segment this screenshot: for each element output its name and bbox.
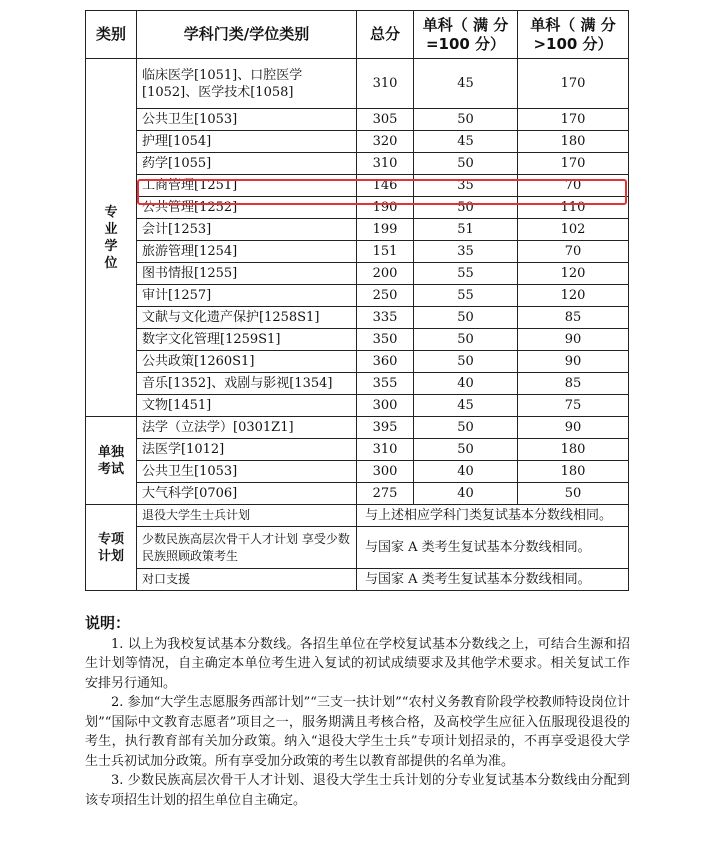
table-row [86, 461, 629, 483]
total-score-cell: 300 [357, 461, 414, 483]
total-score-cell: 320 [357, 131, 414, 153]
single-low-cell: 50 [414, 329, 518, 351]
total-score-cell: 305 [357, 109, 414, 131]
score-table [85, 10, 629, 591]
note-item: 1. 以上为我校复试基本分数线。各招生单位在学校复试基本分数线之上，可结合生源和招生计划等情况，自主确定本单位考生进入复试的初试成绩要求及其他学术要求。相关复试工作安排另行通知。 [85, 636, 630, 691]
total-score-cell: 300 [357, 395, 414, 417]
subject-cell: 对口支援 [137, 569, 357, 591]
subject-cell: 退役大学生士兵计划 [137, 505, 357, 527]
subject-cell: 少数民族高层次骨干人才计划 享受少数民族照顾政策考生 [137, 527, 357, 569]
single-high-cell: 70 [518, 175, 629, 197]
single-high-cell: 170 [518, 153, 629, 175]
subject-cell: 护理[1054] [137, 131, 357, 153]
single-high-cell: 102 [518, 219, 629, 241]
total-score-cell: 360 [357, 351, 414, 373]
notes-title: 说明： [85, 614, 131, 632]
subject-cell: 临床医学[1051]、口腔医学[1052]、医学技术[1058] [137, 59, 357, 109]
single-low-cell: 40 [414, 373, 518, 395]
table-row [86, 59, 629, 109]
subject-cell: 会计[1253] [137, 219, 357, 241]
single-low-cell: 50 [414, 153, 518, 175]
header-single-low: 单科（ 满 分=100 分） [414, 11, 518, 59]
header-total: 总分 [357, 11, 414, 59]
single-high-cell: 90 [518, 351, 629, 373]
category-independent [86, 417, 137, 505]
table-row [86, 527, 629, 569]
single-low-cell: 35 [414, 241, 518, 263]
total-score-cell: 275 [357, 483, 414, 505]
subject-cell: 音乐[1352]、戏剧与影视[1354] [137, 373, 357, 395]
table-row [86, 417, 629, 439]
single-low-cell: 50 [414, 307, 518, 329]
single-high-cell: 180 [518, 439, 629, 461]
single-low-cell: 50 [414, 417, 518, 439]
subject-cell: 旅游管理[1254] [137, 241, 357, 263]
total-score-cell: 350 [357, 329, 414, 351]
table-row [86, 241, 629, 263]
single-low-cell: 50 [414, 197, 518, 219]
table-row [86, 109, 629, 131]
category-label-part: 位 [104, 255, 118, 271]
single-high-cell: 170 [518, 109, 629, 131]
single-low-cell: 55 [414, 263, 518, 285]
category-label-part: 单独 [97, 444, 124, 460]
header-row [86, 11, 629, 59]
note-item: 3. 少数民族高层次骨干人才计划、退役大学生士兵计划的分专业复试基本分数线由分配到该专项招生计划的招生单位自主确定。 [85, 773, 630, 808]
policy-note-cell: 与上述相应学科门类复试基本分数线相同。 [357, 505, 629, 527]
category-label-part: 专 [104, 204, 118, 220]
policy-note-cell: 与国家 A 类考生复试基本分数线相同。 [357, 569, 629, 591]
notes-section [85, 614, 630, 810]
single-low-cell: 50 [414, 109, 518, 131]
single-high-cell: 180 [518, 461, 629, 483]
category-label-part: 考试 [97, 461, 124, 477]
subject-cell: 工商管理[1251] [137, 175, 357, 197]
subject-cell: 公共管理[1252] [137, 197, 357, 219]
subject-cell: 图书情报[1255] [137, 263, 357, 285]
single-low-cell: 40 [414, 483, 518, 505]
total-score-cell: 190 [357, 197, 414, 219]
table-row [86, 263, 629, 285]
table-row [86, 395, 629, 417]
table-row [86, 351, 629, 373]
total-score-cell: 310 [357, 59, 414, 109]
single-low-cell: 40 [414, 461, 518, 483]
total-score-cell: 250 [357, 285, 414, 307]
subject-cell: 大气科学[0706] [137, 483, 357, 505]
total-score-cell: 151 [357, 241, 414, 263]
total-score-cell: 310 [357, 439, 414, 461]
table-row [86, 439, 629, 461]
single-low-cell: 35 [414, 175, 518, 197]
table-row [86, 569, 629, 591]
category-label-part: 专项 [97, 531, 124, 547]
single-low-cell: 55 [414, 285, 518, 307]
single-high-cell: 50 [518, 483, 629, 505]
single-high-cell: 75 [518, 395, 629, 417]
subject-cell: 公共卫生[1053] [137, 461, 357, 483]
policy-note-cell: 与国家 A 类考生复试基本分数线相同。 [357, 527, 629, 569]
category-professional [86, 59, 137, 417]
total-score-cell: 355 [357, 373, 414, 395]
subject-cell: 文献与文化遗产保护[1258S1] [137, 307, 357, 329]
single-high-cell: 85 [518, 307, 629, 329]
table-row [86, 131, 629, 153]
note-item: 2. 参加“大学生志愿服务西部计划”“三支一扶计划”“农村义务教育阶段学校教师特设岗位计划”“国际中文教育志愿者”项目之一，服务期满且考核合格，及高校学生应征入伍服现役退役的考生，执行教育部有关加分政策。纳入“退役大学生士兵”专项计划招录的，不再享受退役大学生士兵初试加分政策。所有享受加分政策的考生以教育部提供的名单为准。 [85, 695, 630, 769]
subject-cell: 文物[1451] [137, 395, 357, 417]
total-score-cell: 395 [357, 417, 414, 439]
total-score-cell: 335 [357, 307, 414, 329]
single-high-cell: 90 [518, 329, 629, 351]
subject-cell: 审计[1257] [137, 285, 357, 307]
single-high-cell: 70 [518, 241, 629, 263]
subject-cell: 法学（立法学）[0301Z1] [137, 417, 357, 439]
table-row [86, 483, 629, 505]
total-score-cell: 199 [357, 219, 414, 241]
table-row [86, 219, 629, 241]
single-high-cell: 120 [518, 263, 629, 285]
single-low-cell: 45 [414, 59, 518, 109]
category-special [86, 505, 137, 591]
single-low-cell: 45 [414, 395, 518, 417]
total-score-cell: 146 [357, 175, 414, 197]
category-label-part: 学 [104, 238, 118, 254]
subject-cell: 数字文化管理[1259S1] [137, 329, 357, 351]
single-high-cell: 180 [518, 131, 629, 153]
category-label-part: 业 [104, 221, 118, 237]
table-row [86, 329, 629, 351]
single-high-cell: 120 [518, 285, 629, 307]
total-score-cell: 310 [357, 153, 414, 175]
header-discipline: 学科门类/学位类别 [137, 11, 357, 59]
table-row [86, 307, 629, 329]
header-category: 类别 [86, 11, 137, 59]
subject-cell: 公共政策[1260S1] [137, 351, 357, 373]
table-row [86, 285, 629, 307]
total-score-cell: 200 [357, 263, 414, 285]
table-row [86, 373, 629, 395]
single-high-cell: 85 [518, 373, 629, 395]
header-single-high: 单科（ 满 分>100 分） [518, 11, 629, 59]
table-row [86, 153, 629, 175]
subject-cell: 药学[1055] [137, 153, 357, 175]
subject-cell: 公共卫生[1053] [137, 109, 357, 131]
category-label-part: 计划 [97, 548, 124, 564]
subject-cell: 法医学[1012] [137, 439, 357, 461]
table-row [86, 505, 629, 527]
single-low-cell: 51 [414, 219, 518, 241]
single-low-cell: 45 [414, 131, 518, 153]
single-high-cell: 170 [518, 59, 629, 109]
single-low-cell: 50 [414, 351, 518, 373]
highlight-box [137, 179, 627, 205]
single-low-cell: 50 [414, 439, 518, 461]
single-high-cell: 90 [518, 417, 629, 439]
single-high-cell: 110 [518, 197, 629, 219]
